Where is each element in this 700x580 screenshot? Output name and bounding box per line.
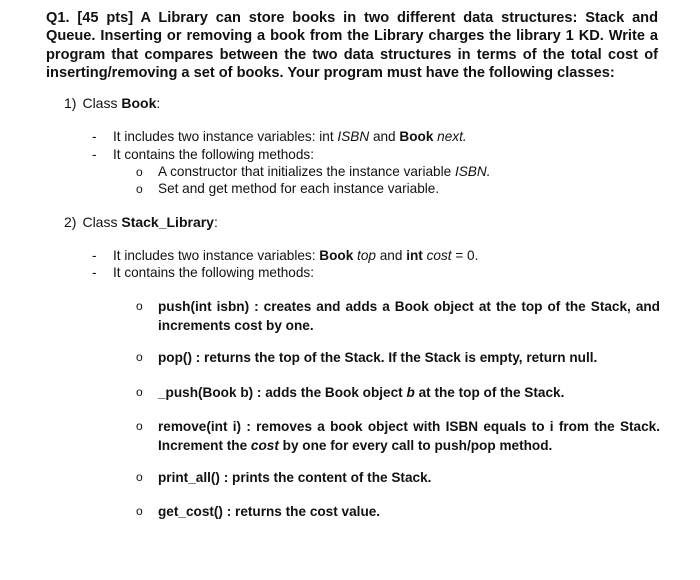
bullet-stack-methods: - It contains the following methods: [92,265,314,280]
method-underscore-push: o _push(Book b) : adds the Book object b at the top of the Stack. [136,385,565,400]
dash-bullet: - [92,265,97,280]
question-text [46,9,658,83]
method-pop: o pop() : returns the top of the Stack. If the Stack is empty, return null. [136,350,598,365]
bullet-book-methods: - It contains the following methods: [92,147,314,162]
circle-bullet-icon: o [136,470,143,484]
dash-bullet: - [92,147,97,162]
class-name: Book [121,95,157,111]
circle-bullet-icon: o [136,504,143,518]
bullet-stack-variables: - It includes two instance variables: Book top and int cost = 0. [92,248,479,263]
class-stack-heading: 2) Class Stack_Library: [64,214,218,230]
class-name: Stack_Library [121,214,214,230]
question-label: Q1. [46,10,70,26]
class-book-heading: 1) Class Book: [64,95,161,111]
circle-bullet-icon: o [136,299,143,313]
dash-bullet: - [92,248,97,263]
circle-bullet-icon: o [136,165,143,179]
method-print-all: o print_all() : prints the content of the Stack. [136,470,432,485]
circle-bullet-icon: o [136,182,143,196]
method-push: o push(int isbn) : creates and adds a Book object at the top of the Stack, and increments cost by one. [136,299,660,333]
question-body: A Library can store books in two different data structures: Stack and Queue. Inserting or removing a book from the Library charges the library 1 KD. Write a program that compares between the two data structures in terms of the total cost of inserting/removing a set of books. Your program must have the following classes: [46,10,659,82]
circle-bullet-icon: o [136,350,143,364]
method-remove: o remove(int i) : removes a book object with ISBN equals to i from the Stack. Increment the cost by one for every call to push/pop method. [136,419,660,453]
method-get-cost: o get_cost() : returns the cost value. [136,504,381,519]
sub-bullet-constructor: o A constructor that initializes the instance variable ISBN. [136,164,491,179]
circle-bullet-icon: o [136,419,143,433]
dash-bullet: - [92,129,97,144]
bullet-book-variables: - It includes two instance variables: int ISBN and Book next. [92,129,467,144]
circle-bullet-icon: o [136,385,143,399]
question-points: [45 pts] [77,10,134,26]
sub-bullet-set-get: o Set and get method for each instance variable. [136,181,440,196]
